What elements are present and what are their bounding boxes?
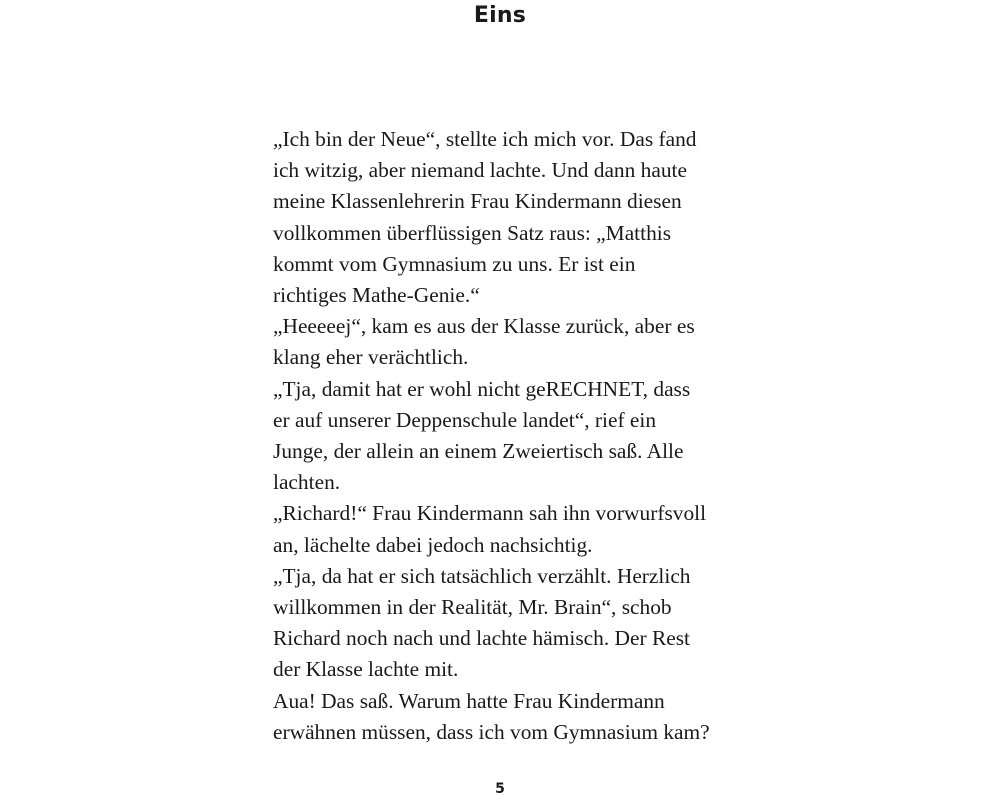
text-line: klang eher verächtlich. bbox=[273, 345, 469, 370]
body-text bbox=[273, 124, 743, 748]
text-line: Junge, der allein an einem Zweiertisch saß. Alle bbox=[273, 439, 684, 464]
text-line: der Klasse lachte mit. bbox=[273, 657, 459, 682]
text-line: „Ich bin der Neue“, stellte ich mich vor. Das fand bbox=[273, 127, 697, 151]
text-line: „Tja, damit hat er wohl nicht geRECHNET, dass bbox=[273, 376, 691, 401]
page-number: 5 bbox=[495, 781, 505, 797]
text-line: erwähnen müssen, dass ich vom Gymnasium kam? bbox=[273, 719, 710, 744]
text-line: kommt vom Gymnasium zu uns. Er ist ein bbox=[273, 251, 636, 276]
text-line: ich witzig, aber niemand lachte. Und dann haute bbox=[273, 158, 687, 183]
text-line: „Heeeeej“, kam es aus der Klasse zurück, aber es bbox=[273, 314, 695, 339]
text-line: willkommen in der Realität, Mr. Brain“, schob bbox=[273, 595, 672, 620]
text-line: lachten. bbox=[273, 470, 341, 495]
text-line: Richard noch nach und lachte hämisch. Der Rest bbox=[273, 626, 690, 651]
text-line: richtiges Mathe-Genie.“ bbox=[273, 283, 480, 308]
text-line: an, lächelte dabei jedoch nachsichtig. bbox=[273, 532, 593, 557]
text-line: Aua! Das saß. Warum hatte Frau Kindermann bbox=[273, 688, 665, 713]
text-line: meine Klassenlehrerin Frau Kindermann diesen bbox=[273, 189, 682, 214]
text-line: „Richard!“ Frau Kindermann sah ihn vorwurfsvoll bbox=[273, 501, 707, 526]
text-line: „Tja, da hat er sich tatsächlich verzählt. Herzlich bbox=[273, 563, 691, 588]
text-line: vollkommen überflüssigen Satz raus: „Matthis bbox=[273, 220, 672, 245]
chapter-title: Eins bbox=[473, 3, 527, 28]
text-line: er auf unserer Deppenschule landet“, rief ein bbox=[273, 407, 657, 432]
